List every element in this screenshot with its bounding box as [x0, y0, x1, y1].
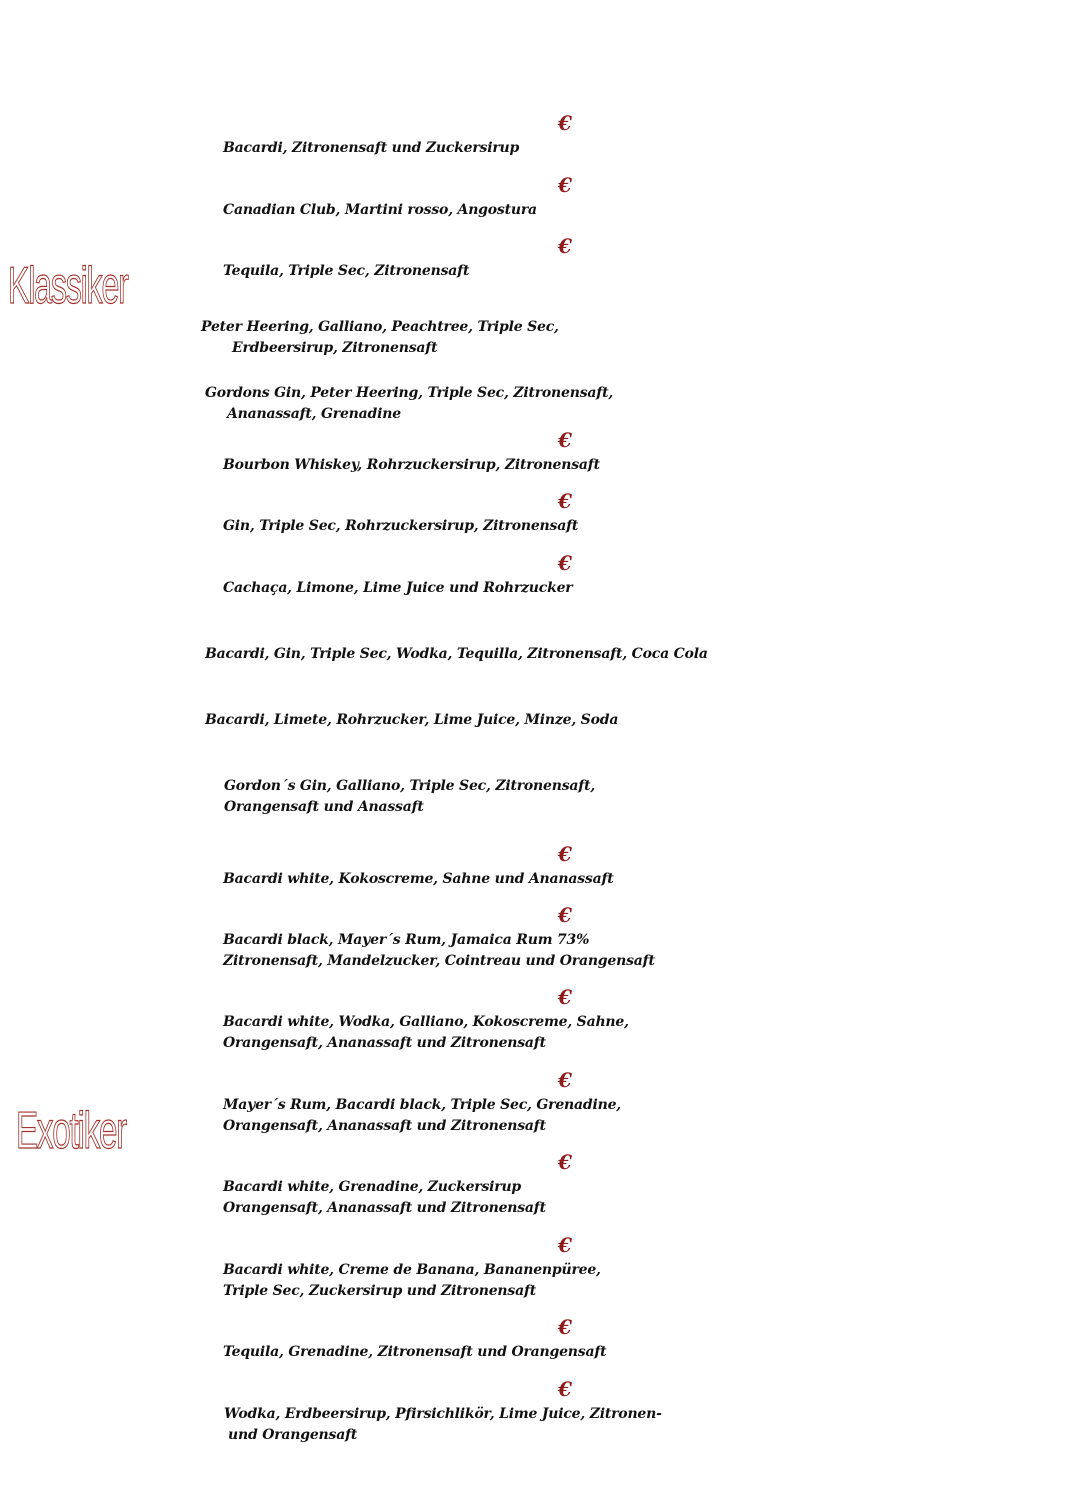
menu-item-ingredients — [223, 516, 578, 537]
ingredient-line: Gin, Triple Sec, Rohrzuckersirup, Zitronensaft — [223, 518, 579, 534]
ingredient-line: Peter Heering, Galliano, Peachtree, Triple Sec, — [201, 319, 559, 335]
ingredient-line: Bacardi, Gin, Triple Sec, Wodka, Tequilla, Zitronensaft, Coca Cola — [205, 646, 708, 662]
ingredient-line: Tequila, Triple Sec, Zitronensaft — [223, 263, 470, 279]
menu-item-ingredients — [223, 1260, 601, 1302]
ingredient-line: Mayer´s Rum, Bacardi black, Triple Sec, Grenadine, — [223, 1097, 621, 1113]
menu-item-ingredients — [205, 383, 613, 425]
price-currency: € — [558, 903, 572, 927]
price-currency: € — [558, 842, 572, 866]
menu-item-ingredients — [223, 869, 614, 890]
menu-item-ingredients — [201, 317, 559, 359]
ingredient-line: Ananassaft, Grenadine — [227, 406, 401, 422]
ingredient-line: Cachaça, Limone, Lime Juice und Rohrzucker — [223, 580, 573, 596]
ingredient-line: Wodka, Erdbeersirup, Pfirsichlikör, Lime Juice, Zitronen- — [224, 1406, 662, 1422]
ingredient-line: Bacardi white, Kokoscreme, Sahne und Ananassaft — [223, 871, 614, 887]
menu-item-ingredients — [223, 200, 537, 221]
ingredient-line: Bacardi, Limete, Rohrzucker, Lime Juice, Minze, Soda — [205, 712, 619, 728]
section-title-exotiker: Exotiker — [16, 1102, 126, 1160]
price-currency: € — [558, 428, 572, 452]
price-currency: € — [558, 111, 572, 135]
ingredient-line: Triple Sec, Zuckersirup und Zitronensaft — [223, 1283, 537, 1299]
price-currency: € — [558, 1233, 572, 1257]
ingredient-line: Erdbeersirup, Zitronensaft — [232, 340, 438, 356]
menu-item-ingredients — [223, 1095, 621, 1137]
price-currency: € — [558, 1150, 572, 1174]
ingredient-line: Orangensaft und Anassaft — [224, 799, 424, 815]
ingredient-line: Bacardi white, Creme de Banana, Bananenpüree, — [223, 1262, 601, 1278]
ingredient-line: Canadian Club, Martini rosso, Angostura — [223, 202, 537, 218]
menu-item-ingredients — [223, 1342, 606, 1363]
ingredient-line: Bourbon Whiskey, Rohrzuckersirup, Zitronensaft — [223, 457, 600, 473]
price-currency: € — [558, 234, 572, 258]
menu-item-ingredients — [223, 578, 572, 599]
menu-item-ingredients — [223, 261, 469, 282]
price-currency: € — [558, 551, 572, 575]
section-title-klassiker: Klassiker — [8, 257, 128, 315]
ingredient-line: Bacardi white, Grenadine, Zuckersirup — [223, 1179, 522, 1195]
menu-item-ingredients — [224, 1404, 662, 1446]
ingredient-line: und Orangensaft — [228, 1427, 358, 1443]
ingredient-line: Orangensaft, Ananassaft und Zitronensaft — [223, 1118, 546, 1134]
ingredient-line: Orangensaft, Ananassaft und Zitronensaft — [223, 1035, 546, 1051]
ingredient-line: Bacardi black, Mayer´s Rum, Jamaica Rum 73% — [223, 932, 590, 948]
price-currency: € — [558, 1315, 572, 1339]
ingredient-line: Orangensaft, Ananassaft und Zitronensaft — [223, 1200, 546, 1216]
price-currency: € — [558, 1068, 572, 1092]
menu-item-ingredients — [205, 644, 708, 665]
menu-item-ingredients — [223, 455, 600, 476]
ingredient-line: Zitronensaft, Mandelzucker, Cointreau und Orangensaft — [223, 953, 655, 969]
menu-item-ingredients — [224, 776, 595, 818]
menu-item-ingredients — [223, 1012, 629, 1054]
price-currency: € — [558, 1377, 572, 1401]
price-currency: € — [558, 489, 572, 513]
price-currency: € — [558, 173, 572, 197]
menu-item-ingredients — [223, 930, 655, 972]
menu-item-ingredients — [205, 710, 618, 731]
ingredient-line: Bacardi, Zitronensaft und Zuckersirup — [223, 140, 520, 156]
menu-item-ingredients — [223, 1177, 546, 1219]
ingredient-line: Gordons Gin, Peter Heering, Triple Sec, Zitronensaft, — [205, 385, 614, 401]
ingredient-line: Bacardi white, Wodka, Galliano, Kokoscreme, Sahne, — [223, 1014, 629, 1030]
menu-item-ingredients — [223, 138, 519, 159]
ingredient-line: Gordon´s Gin, Galliano, Triple Sec, Zitronensaft, — [224, 778, 596, 794]
price-currency: € — [558, 985, 572, 1009]
ingredient-line: Tequila, Grenadine, Zitronensaft und Orangensaft — [223, 1344, 607, 1360]
